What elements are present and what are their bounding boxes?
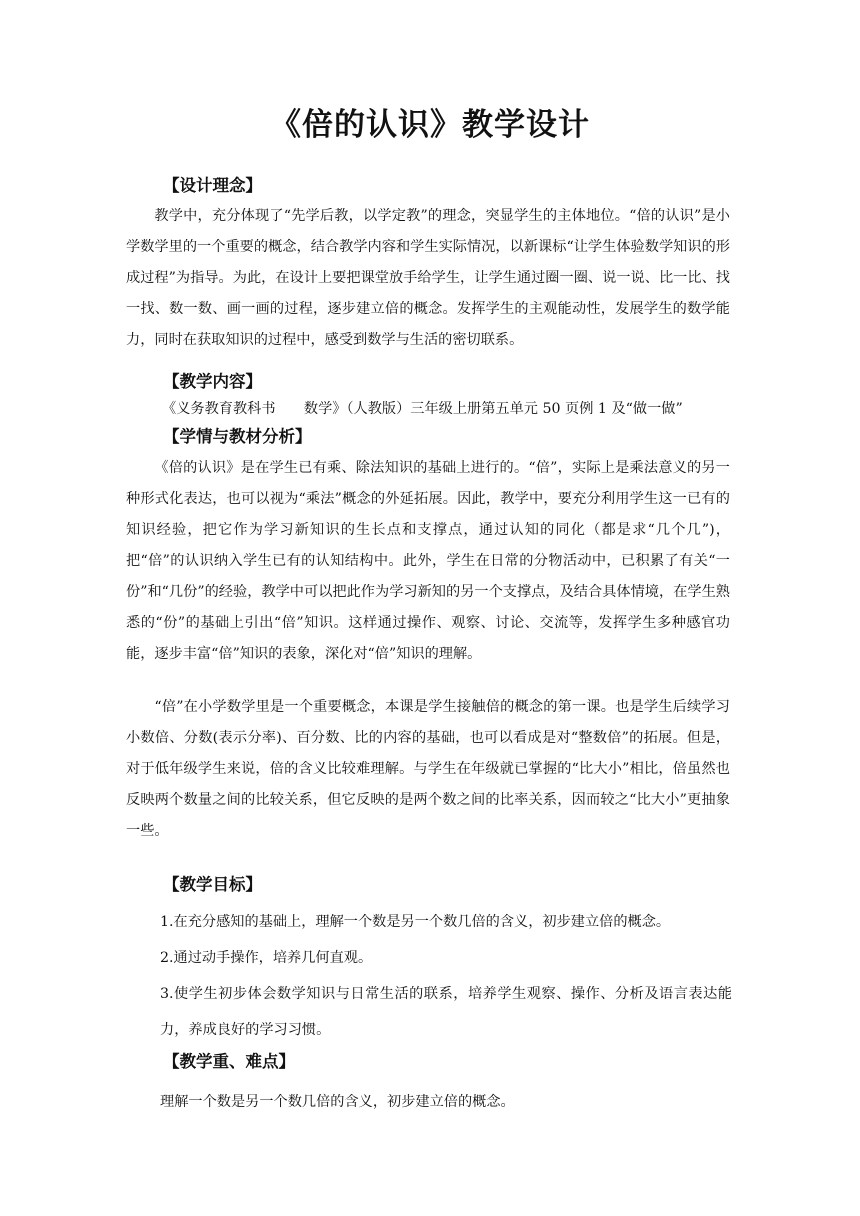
document-title: 《倍的认识》教学设计: [270, 107, 590, 143]
heading-teaching-goals: 【教学目标】: [163, 875, 262, 894]
heading-teaching-content: 【教学内容】: [163, 372, 262, 391]
paragraph-teaching-content: 《义务教育教科书 数学》（人教版）三年级上册第五单元 50 页例 1 及“做一做”: [162, 401, 683, 417]
goal-item-2: 2.通过动手操作，培养几何直观。: [160, 950, 373, 966]
goal-item-3: 3.使学生初步体会数学知识与日常生活的联系，培养学生观察、操作、分析及语言表达能力，养成良好的学习习惯。: [160, 986, 732, 1038]
heading-learning-analysis: 【学情与教材分析】: [163, 427, 312, 446]
heading-design-concept: 【设计理念】: [163, 176, 262, 195]
heading-key-points: 【教学重、难点】: [163, 1052, 295, 1071]
paragraph-key-points: 理解一个数是另一个数几倍的含义，初步建立倍的概念。: [160, 1094, 515, 1110]
goal-item-1: 1.在充分感知的基础上，理解一个数是另一个数几倍的含义，初步建立倍的概念。: [160, 914, 671, 930]
paragraph-design-concept: 教学中，充分体现了“先学后教，以学定教”的理念，突显学生的主体地位。“倍的认识”是小学数学里的一个重要的概念，结合教学内容和学生实际情况，以新课标“让学生体验数学知识的形成过程”为指导。为此，在设计上要把课堂放手给学生，让学生通过圈一圈、说一说、比一比、找一找、数一数、画一画的过程，逐步建立倍的概念。发挥学生的主观能动性，发展学生的数学能力，同时在获取知识的过程中，感受到数学与生活的密切联系。: [126, 208, 730, 348]
paragraph-analysis-1: 《倍的认识》是在学生已有乘、除法知识的基础上进行的。“倍”，实际上是乘法意义的另一种形式化表达，也可以视为“乘法”概念的外延拓展。因此，教学中，要充分利用学生这一已有的知识经验，把它作为学习新知识的生长点和支撑点，通过认知的同化（都是求“几个几”)，把“倍”的认识纳入学生已有的认知结构中。此外，学生在日常的分物活动中，已积累了有关“一份”和“几份”的经验，教学中可以把此作为学习新知的另一个支撑点，及结合具体情境，在学生熟悉的“份”的基础上引出“倍”知识。这样通过操作、观察、讨论、交流等，发挥学生多种感官功能，逐步丰富“倍”知识的表象，深化对“倍”知识的理解。: [126, 460, 730, 662]
paragraph-analysis-2: “倍”在小学数学里是一个重要概念，本课是学生接触倍的概念的第一课。也是学生后续学习小数倍、分数(表示分率)、百分数、比的内容的基础，也可以看成是对“整数倍”的拓展。但是，对于低年级学生来说，倍的含义比较难理解。与学生在年级就已掌握的“比大小”相比，倍虽然也反映两个数量之间的比较关系，但它反映的是两个数之间的比率关系，因而较之“比大小”更抽象一些。: [126, 699, 730, 839]
